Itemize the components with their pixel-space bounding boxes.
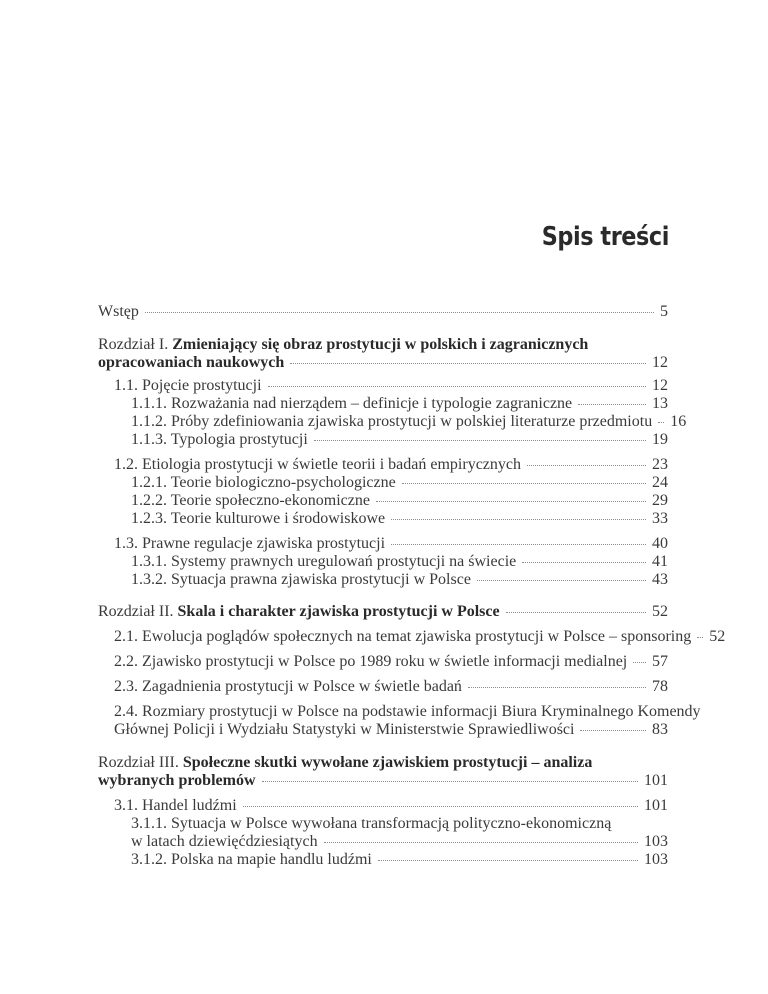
dot-leader bbox=[697, 637, 703, 638]
dot-leader bbox=[391, 519, 646, 520]
dot-leader bbox=[477, 580, 646, 581]
toc-page-number: 103 bbox=[644, 833, 668, 850]
chapter-title: Zmieniający się obraz prostytucji w polskich i zagranicznych bbox=[172, 336, 589, 353]
toc-entry-label: Wstęp bbox=[98, 303, 139, 320]
dot-leader bbox=[324, 842, 638, 843]
toc-page-number: 52 bbox=[709, 628, 726, 645]
toc-chapter-1[interactable] bbox=[98, 354, 668, 372]
toc-page-number: 78 bbox=[652, 678, 668, 695]
toc-page-number: 33 bbox=[652, 510, 668, 527]
chapter-title-cont: opracowaniach naukowych bbox=[98, 354, 285, 371]
toc-section-2-4[interactable] bbox=[114, 721, 668, 739]
dot-leader bbox=[378, 860, 638, 861]
toc-page-number: 83 bbox=[652, 721, 668, 738]
toc-page-number: 40 bbox=[652, 535, 668, 552]
toc-chapter-1-heading[interactable] bbox=[98, 336, 588, 354]
toc-page-number: 43 bbox=[652, 571, 668, 588]
toc-entry-label: 1.1.2. Próby zdefiniowania zjawiska prostytucji w polskiej literaturze przedmiotu bbox=[131, 413, 653, 430]
toc-page-number: 5 bbox=[660, 303, 668, 320]
toc-entry-label: 2.3. Zagadnienia prostytucji w Polsce w świetle badań bbox=[114, 678, 462, 695]
toc-entry-label: 3.1. Handel ludźmi bbox=[114, 797, 237, 814]
toc-chapter-3[interactable] bbox=[98, 772, 668, 790]
toc-entry-label: 2.1. Ewolucja poglądów społecznych na temat zjawiska prostytucji w Polsce – sponsoring bbox=[114, 628, 692, 645]
toc-entry-label: 1.2.1. Teorie biologiczno-psychologiczne bbox=[131, 474, 396, 491]
chapter-prefix: Rozdział III. bbox=[98, 754, 183, 771]
dot-leader bbox=[633, 662, 646, 663]
toc-section-1-1-2[interactable] bbox=[131, 413, 687, 431]
toc-page-number: 16 bbox=[670, 413, 687, 430]
toc-section-3-1-2[interactable] bbox=[131, 851, 668, 869]
toc-page-number: 41 bbox=[652, 553, 668, 570]
toc-entry-label: Głównej Policji i Wydziału Statystyki w Ministerstwie Sprawiedliwości bbox=[114, 721, 575, 738]
toc-section-1-3[interactable] bbox=[114, 535, 668, 553]
toc-page-number: 19 bbox=[652, 431, 668, 448]
dot-leader bbox=[243, 806, 638, 807]
dot-leader bbox=[580, 730, 646, 731]
toc-page-number: 12 bbox=[652, 354, 668, 371]
dot-leader bbox=[314, 440, 646, 441]
toc-entry-label: 1.2.2. Teorie społeczno-ekonomiczne bbox=[131, 492, 370, 509]
toc-section-2-2[interactable] bbox=[114, 653, 668, 671]
toc-page-number: 24 bbox=[652, 474, 668, 491]
toc-page-number: 12 bbox=[652, 377, 668, 394]
dot-leader bbox=[268, 386, 646, 387]
dot-leader bbox=[290, 363, 646, 364]
toc-section-2-4-heading[interactable]: 2.4. Rozmiary prostytucji w Polsce na podstawie informacji Biura Kryminalnego Komendy bbox=[114, 703, 701, 720]
toc-page-number: 52 bbox=[652, 603, 668, 620]
toc-entry-label: 1.3. Prawne regulacje zjawiska prostytucji bbox=[114, 535, 386, 552]
chapter-title: Społeczne skutki wywołane zjawiskiem prostytucji – analiza bbox=[182, 754, 593, 771]
toc-section-1-1[interactable] bbox=[114, 377, 668, 395]
toc-entry-label bbox=[98, 603, 500, 621]
page-title: Spis treści bbox=[541, 222, 669, 252]
toc-entry-label: 1.2. Etiologia prostytucji w świetle teorii i badań empirycznych bbox=[114, 456, 522, 473]
dot-leader bbox=[578, 404, 646, 405]
toc-section-1-2-3[interactable] bbox=[131, 510, 668, 528]
toc-chapter-3-heading[interactable] bbox=[98, 754, 592, 772]
toc-section-3-1-1-heading[interactable]: 3.1.1. Sytuacja w Polsce wywołana transformacją polityczno-ekonomiczną bbox=[131, 815, 612, 832]
toc-entry-label: 1.3.2. Sytuacja prawna zjawiska prostytucji w Polsce bbox=[131, 571, 471, 588]
dot-leader bbox=[376, 501, 646, 502]
toc-page-number: 23 bbox=[652, 456, 668, 473]
toc-entry-label: 1.1.3. Typologia prostytucji bbox=[131, 431, 308, 448]
dot-leader bbox=[391, 544, 646, 545]
dot-leader bbox=[506, 612, 646, 613]
toc-entry-label: 2.2. Zjawisko prostytucji w Polsce po 1989 roku w świetle informacji medialnej bbox=[114, 653, 628, 670]
toc-section-1-1-1[interactable] bbox=[131, 395, 668, 413]
toc-section-1-2-2[interactable] bbox=[131, 492, 668, 510]
dot-leader bbox=[658, 422, 664, 423]
toc-section-3-1[interactable] bbox=[114, 797, 668, 815]
toc-section-2-3[interactable] bbox=[114, 678, 668, 696]
toc-entry-label: 1.1.1. Rozważania nad nierządem – definicje i typologie zagraniczne bbox=[131, 395, 573, 412]
toc-section-2-1[interactable] bbox=[114, 628, 726, 646]
toc-page-number: 101 bbox=[644, 772, 668, 789]
toc-entry-label: 1.1. Pojęcie prostytucji bbox=[114, 377, 262, 394]
toc-entry-wstep[interactable] bbox=[98, 303, 668, 321]
dot-leader bbox=[522, 562, 646, 563]
toc-section-1-3-1[interactable] bbox=[131, 553, 668, 571]
toc-chapter-2[interactable] bbox=[98, 603, 668, 621]
toc-section-1-3-2[interactable] bbox=[131, 571, 668, 589]
dot-leader bbox=[468, 687, 646, 688]
toc-entry-label: w latach dziewięćdziesiątych bbox=[131, 833, 318, 850]
toc-page-number: 29 bbox=[652, 492, 668, 509]
toc-entry-label: 1.3.1. Systemy prawnych uregulowań prostytucji na świecie bbox=[131, 553, 517, 570]
chapter-prefix: Rozdział II. bbox=[98, 603, 178, 620]
dot-leader bbox=[527, 465, 646, 466]
toc-page-number: 57 bbox=[652, 653, 668, 670]
chapter-title: Skala i charakter zjawiska prostytucji w Polsce bbox=[177, 603, 500, 620]
chapter-prefix: Rozdział I. bbox=[98, 336, 173, 353]
toc-entry-label: 3.1.2. Polska na mapie handlu ludźmi bbox=[131, 851, 372, 868]
toc-section-1-2[interactable] bbox=[114, 456, 668, 474]
toc-section-1-2-1[interactable] bbox=[131, 474, 668, 492]
toc-section-1-1-3[interactable] bbox=[131, 431, 668, 449]
chapter-title-cont: wybranych problemów bbox=[98, 772, 256, 789]
dot-leader bbox=[402, 483, 646, 484]
toc-page-number: 13 bbox=[652, 395, 668, 412]
dot-leader bbox=[145, 312, 654, 313]
dot-leader bbox=[262, 781, 639, 782]
toc-section-3-1-1[interactable] bbox=[131, 833, 668, 851]
toc-entry-label: 1.2.3. Teorie kulturowe i środowiskowe bbox=[131, 510, 386, 527]
toc-page-number: 103 bbox=[644, 851, 668, 868]
toc-page-number: 101 bbox=[644, 797, 668, 814]
